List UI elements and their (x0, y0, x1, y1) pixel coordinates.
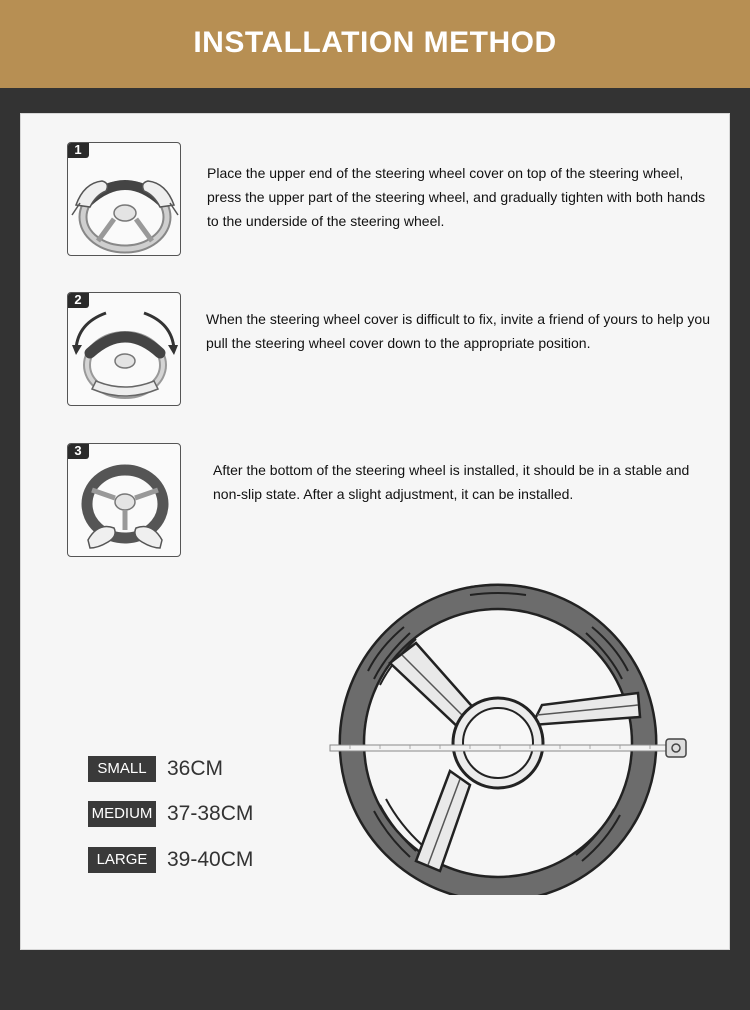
size-medium-value: 37-38CM (167, 802, 254, 825)
step-3-image (67, 443, 181, 557)
size-medium-label: MEDIUM (88, 801, 156, 827)
step-3-text: After the bottom of the steering wheel is installed, it should be in a stable and non-slip state. After a slight adjustment, it can be installed. (213, 462, 690, 502)
step-3-number: 3 (67, 443, 89, 459)
hands-fitting-cover-bottom-icon (68, 444, 181, 557)
steering-wheel-measure-icon (320, 575, 700, 895)
step-1-number: 1 (67, 142, 89, 158)
size-small-value: 36CM (167, 757, 224, 780)
step-2-number: 2 (67, 292, 89, 308)
hands-fitting-cover-top-icon (68, 143, 181, 256)
size-small-label: SMALL (88, 756, 156, 782)
step-2-text: When the steering wheel cover is difficult to fix, invite a friend of yours to help you pull the steering wheel cover down to the appropriate position. (206, 311, 710, 351)
cover-pull-down-arrows-icon (68, 293, 181, 406)
header-banner (0, 0, 750, 88)
step-2-image (67, 292, 181, 406)
step-1-image (67, 142, 181, 256)
size-large-value: 39-40CM (167, 848, 254, 871)
step-1-text: Place the upper end of the steering wheel cover on top of the steering wheel, press the upper part of the steering wheel, and gradually tighten with both hands to the underside of the steering wheel. (207, 165, 706, 229)
page-title: INSTALLATION METHOD (193, 26, 557, 59)
size-large-label: LARGE (88, 847, 156, 873)
